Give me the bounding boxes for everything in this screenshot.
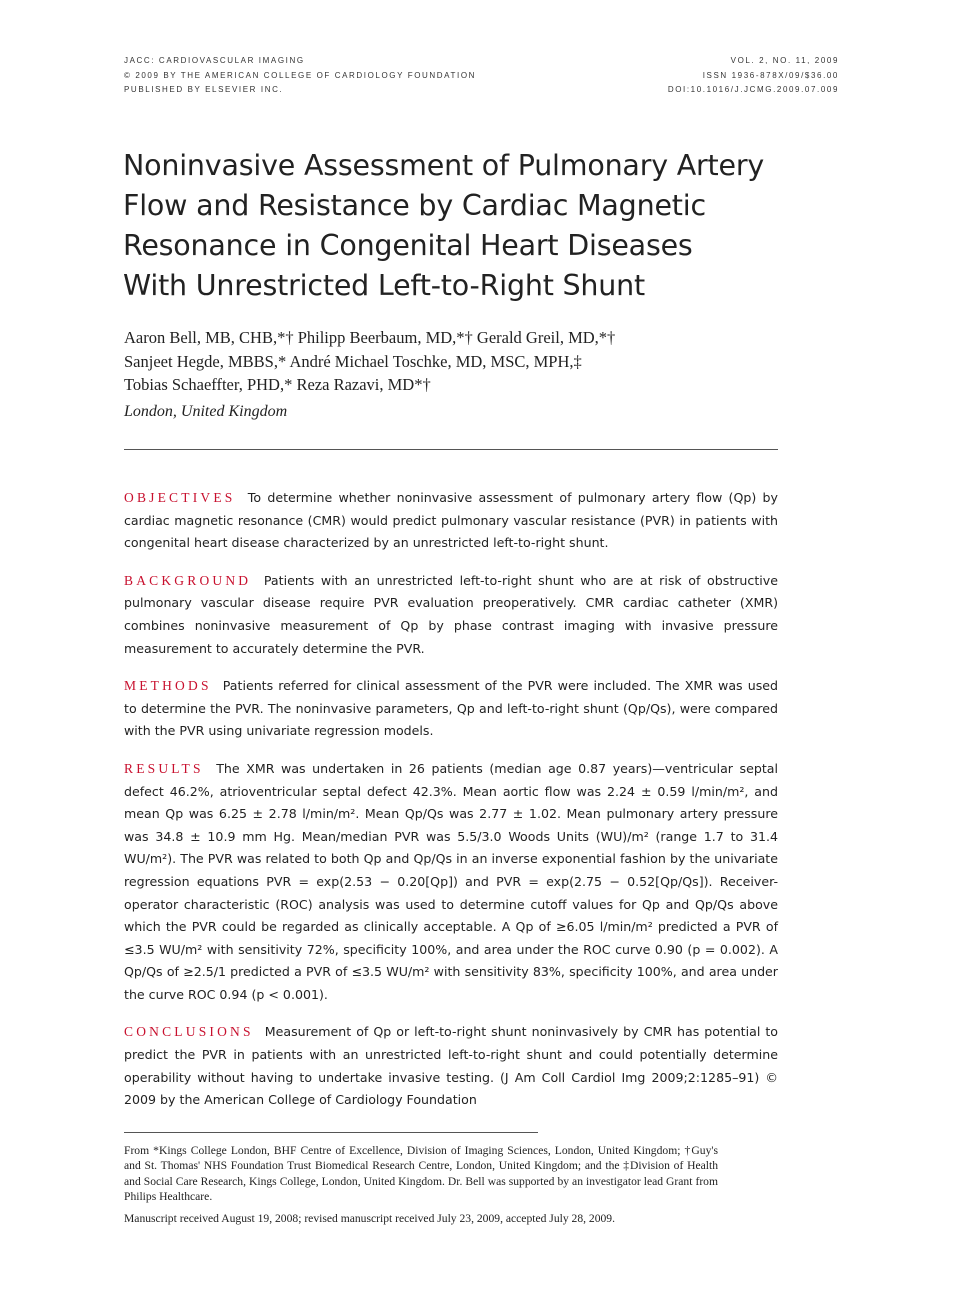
author-line: Tobias Schaeffter, PHD,* Reza Razavi, MD*†	[124, 375, 431, 394]
background-text: Patients with an unrestricted left-to-right shunt who are at risk of obstructive pulmonary vascular disease require PVR evaluation preoperatively. CMR cardiac catheter (XMR) combines noninvasive measurement of Qp by phase contrast imaging with invasive pressure measurement to accurately determine the PVR.	[124, 572, 778, 656]
copyright-line: © 2009 BY THE AMERICAN COLLEGE OF CARDIOLOGY FOUNDATION	[124, 70, 477, 80]
abstract-conclusions	[124, 1021, 778, 1111]
objectives-heading: OBJECTIVES	[124, 490, 236, 505]
journal-header	[124, 54, 476, 98]
results-text: The XMR was undertaken in 26 patients (median age 0.87 years)—ventricular septal defect 46.2%, atrioventricular septal defect 42.3%. Mean aortic flow was 2.24 ± 0.59 l/min/m², and mean Qp was 6.25 ± 2.78 l/min/m². Mean Qp/Qs was 2.77 ± 1.02. Mean pulmonary artery pressure was 34.8 ± 10.9 mm Hg. Mean/median PVR was 5.5/3.0 Woods Units (WU)/m² (range 1.7 to 31.4 WU/m²). The PVR was related to both Qp and Qp/Qs in an inverse exponential fashion by the univariate regression equations PVR = exp(2.53 − 0.20[Qp]) and PVR = exp(2.75 − 0.52[Qp/Qs]). Receiver-operator characteristic (ROC) analysis was used to determine cutoff values for Qp and Qp/Qs above which the PVR could be regarded as clinically acceptable. A Qp of ≥6.05 l/min/m² predicted a PVR of ≤3.5 WU/m² with sensitivity 72%, specificity 100%, and area under the ROC curve 0.90 (p = 0.002). A Qp/Qs of ≥2.5/1 predicted a PVR of ≤3.5 WU/m² with sensitivity 83%, specificity 100%, and area under the curve ROC 0.94 (p < 0.001).	[124, 760, 778, 1002]
author-line: Sanjeet Hegde, MBBS,* André Michael Toschke, MD, MSC, MPH,‡	[124, 351, 582, 371]
abstract-background	[124, 570, 778, 660]
issue-info	[668, 54, 839, 98]
issn-line: ISSN 1936-878X/09/$36.00	[702, 70, 839, 80]
journal-name: JACC: CARDIOVASCULAR IMAGING	[124, 56, 305, 65]
methods-heading: METHODS	[124, 678, 212, 694]
abstract	[124, 487, 778, 1127]
publisher-line: PUBLISHED BY ELSEVIER INC.	[124, 85, 284, 94]
title-divider	[124, 449, 778, 450]
footnote-divider	[124, 1132, 538, 1133]
methods-text: Patients referred for clinical assessment of the PVR were included. The XMR was used to determine the PVR. The noninvasive parameters, Qp and left-to-right shunt (Qp/Qs), were compared with the PVR using univariate regression models.	[124, 678, 778, 739]
author-line: Aaron Bell, MB, CHB,*† Philipp Beerbaum, MD,*† Gerald Greil, MD,*†	[124, 328, 616, 347]
conclusions-heading: CONCLUSIONS	[124, 1024, 254, 1040]
title-line: Noninvasive Assessment of Pulmonary Artery	[123, 149, 765, 182]
manuscript-dates: Manuscript received August 19, 2008; revised manuscript received July 23, 2009, accepted July 28, 2009.	[124, 1212, 616, 1226]
background-heading: BACKGROUND	[124, 572, 252, 588]
conclusions-text: Measurement of Qp or left-to-right shunt noninvasively by CMR has potential to predict the PVR in patients with an unrestricted left-to-right shunt and could potentially determine operability without having to undertake invasive testing. (J Am Coll Cardiol Img 2009;2:1285–91) © 2009 by the American College of Cardiology Foundation	[124, 1024, 778, 1108]
title-line: With Unrestricted Left-to-Right Shunt	[123, 269, 645, 302]
affiliation-footnote: From *Kings College London, BHF Centre of Excellence, Division of Imaging Sciences, London, United Kingdom; †Guy's and St. Thomas' NHS Foundation Trust Biomedical Research Centre, London, United Kingdom; and the ‡Division of Health and Social Care Research, Kings College, London, United Kingdom. Dr. Bell was supported by an investigator lead Grant from Philips Healthcare.	[124, 1144, 718, 1203]
abstract-methods	[124, 675, 778, 743]
doi-line: DOI:10.1016/J.JCMG.2009.07.009	[667, 85, 839, 94]
abstract-results	[124, 758, 778, 1007]
footnotes	[124, 1143, 718, 1233]
abstract-objectives	[124, 487, 778, 555]
title-line: Resonance in Congenital Heart Diseases	[123, 229, 693, 262]
title-line: Flow and Resistance by Cardiac Magnetic	[123, 189, 706, 222]
author-location: London, United Kingdom	[124, 403, 288, 420]
author-list	[124, 326, 784, 397]
results-heading: RESULTS	[124, 760, 204, 776]
objectives-text: To determine whether noninvasive assessment of pulmonary artery flow (Qp) by cardiac magnetic resonance (CMR) would predict pulmonary vascular resistance (PVR) in patients with congenital heart disease characterized by an unrestricted left-to-right shunt.	[124, 490, 778, 551]
article-title	[123, 146, 803, 306]
volume-line: VOL. 2, NO. 11, 2009	[730, 56, 839, 65]
